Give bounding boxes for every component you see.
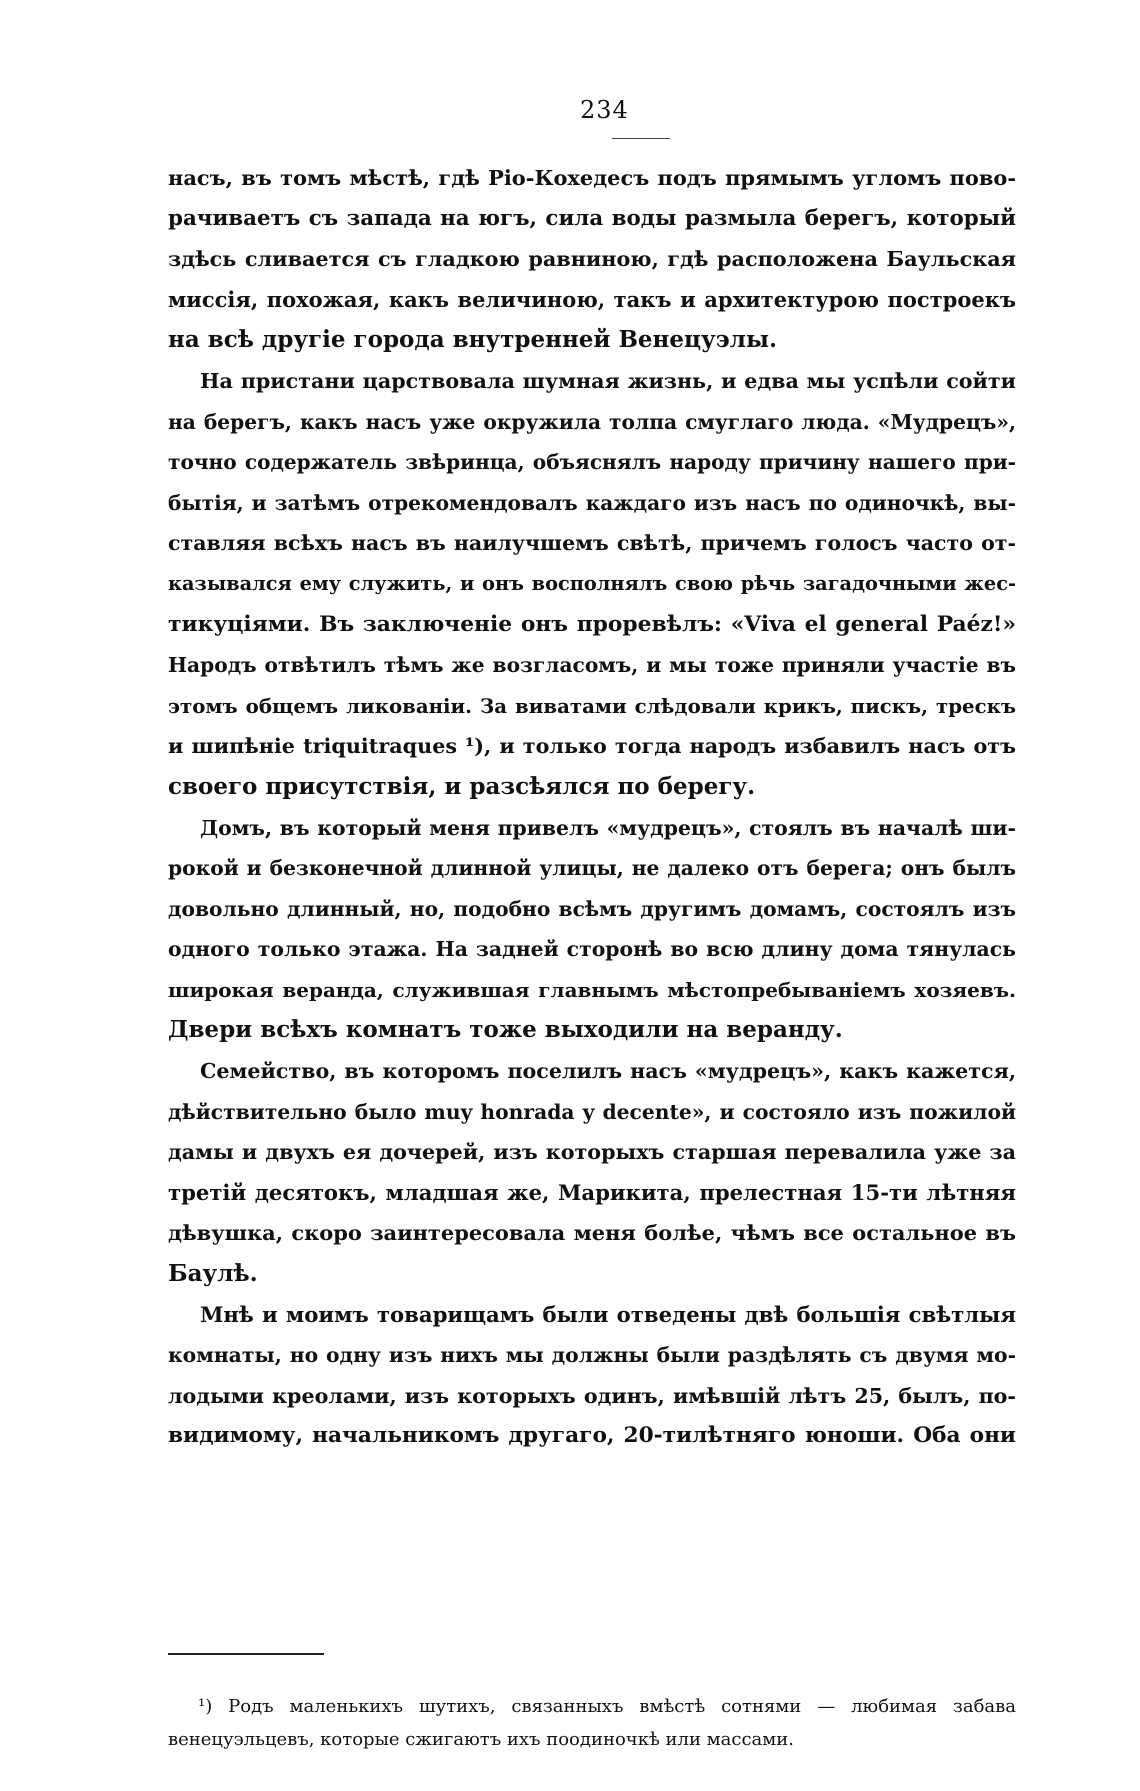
page-number-rule (612, 138, 670, 139)
text-line: дѣйствительно было muy honrada y decente», и состояло изъ пожилой (168, 1099, 1016, 1124)
paragraph (168, 808, 1016, 1052)
text-line: одного только этажа. На задней сторонѣ во всю длину дома тянулась (168, 937, 1016, 962)
text-line: видимому, начальникомъ другаго, 20-тилѣтняго юноши. Оба они (168, 1423, 1016, 1449)
text-line: миссія, похожая, какъ величиною, такъ и архитектурою построекъ (168, 286, 1016, 312)
text-line: и шипѣніе triquitraques ¹), и только тогда народъ избавилъ насъ отъ (168, 734, 1016, 759)
text-line: широкая веранда, служившая главнымъ мѣстопребываніемъ хозяевъ. (168, 977, 1016, 1002)
page-number: 234 (580, 96, 629, 124)
text-line: рачиваетъ съ запада на югъ, сила воды размыла берегъ, который (168, 205, 1016, 231)
text-line: довольно длинный, но, подобно всѣмъ другимъ домамъ, состоялъ изъ (168, 896, 1016, 921)
text-line: бытія, и затѣмъ отрекомендовалъ каждаго изъ насъ по одиночкѣ, вы- (168, 490, 1016, 515)
text-line: своего присутствія, и разсѣялся по берегу. (168, 772, 756, 800)
footnote-divider (168, 1653, 324, 1655)
text-line: дѣвушка, скоро заинтересовала меня болѣе, чѣмъ все остальное въ (168, 1220, 1016, 1246)
text-line: Баулѣ. (168, 1260, 258, 1288)
paragraph (168, 361, 1016, 808)
paragraph (168, 158, 1016, 361)
text-line: на всѣ другіе города внутренней Венецуэлы. (168, 326, 778, 354)
text-line: точно содержатель звѣринца, объяснялъ народу причину нашего при- (168, 450, 1016, 475)
footnote (168, 1690, 1016, 1756)
text-line: Мнѣ и моимъ товарищамъ были отведены двѣ большія свѣтлыя (200, 1301, 1016, 1327)
text-line: лодыми креолами, изъ которыхъ одинъ, имѣвшій лѣтъ 25, былъ, по- (168, 1383, 1016, 1408)
text-line: комнаты, но одну изъ нихъ мы должны были раздѣлять съ двумя мо- (168, 1343, 1016, 1368)
footnote-line: венецуэльцевъ, которые сжигаютъ ихъ поодиночкѣ или массами. (168, 1729, 795, 1750)
text-line: Двери всѣхъ комнатъ тоже выходили на веранду. (168, 1016, 843, 1044)
text-line: Домъ, въ который меня привелъ «мудрецъ», стоялъ въ началѣ ши- (200, 815, 1016, 840)
text-line: рокой и безконечной длинной улицы, не далеко отъ берега; онъ былъ (168, 856, 1016, 881)
text-line: Народъ отвѣтилъ тѣмъ же возгласомъ, и мы тоже приняли участіе въ (168, 653, 1016, 678)
text-line: тикуціями. Въ заключеніе онъ проревѣлъ: «Viva el general Paéz!» (168, 611, 1016, 637)
text-line: здѣсь сливается съ гладкою равниною, гдѣ расположена Баульская (168, 247, 1016, 272)
paragraph (168, 1295, 1016, 1457)
text-line: этомъ общемъ ликованіи. За виватами слѣдовали крикъ, пискъ, трескъ (168, 693, 1016, 718)
text-line: на берегъ, какъ насъ уже окружила толпа смуглаго люда. «Мудрецъ», (168, 409, 1016, 434)
footnote-line: ¹) Родъ маленькихъ шутихъ, связанныхъ вмѣстѣ сотнями — любимая забава (198, 1696, 1016, 1717)
text-line: насъ, въ томъ мѣстѣ, гдѣ Ріо-Кохедесъ подъ прямымъ угломъ пово- (168, 165, 1016, 190)
paragraph (168, 1051, 1016, 1295)
text-line: третій десятокъ, младшая же, Марикита, прелестная 15-ти лѣтняя (168, 1179, 1016, 1205)
body-text (168, 158, 1016, 1457)
text-line: ставляя всѣхъ насъ въ наилучшемъ свѣтѣ, причемъ голосъ часто от- (168, 531, 1016, 556)
text-line: казывался ему служить, и онъ восполнялъ свою рѣчь загадочными жес- (168, 571, 1016, 595)
text-line: дамы и двухъ ея дочерей, изъ которыхъ старшая перевалила уже за (168, 1140, 1016, 1165)
text-line: На пристани царствовала шумная жизнь, и едва мы успѣли сойти (200, 368, 1016, 393)
text-line: Семейство, въ которомъ поселилъ насъ «мудрецъ», какъ кажется, (200, 1059, 1016, 1084)
